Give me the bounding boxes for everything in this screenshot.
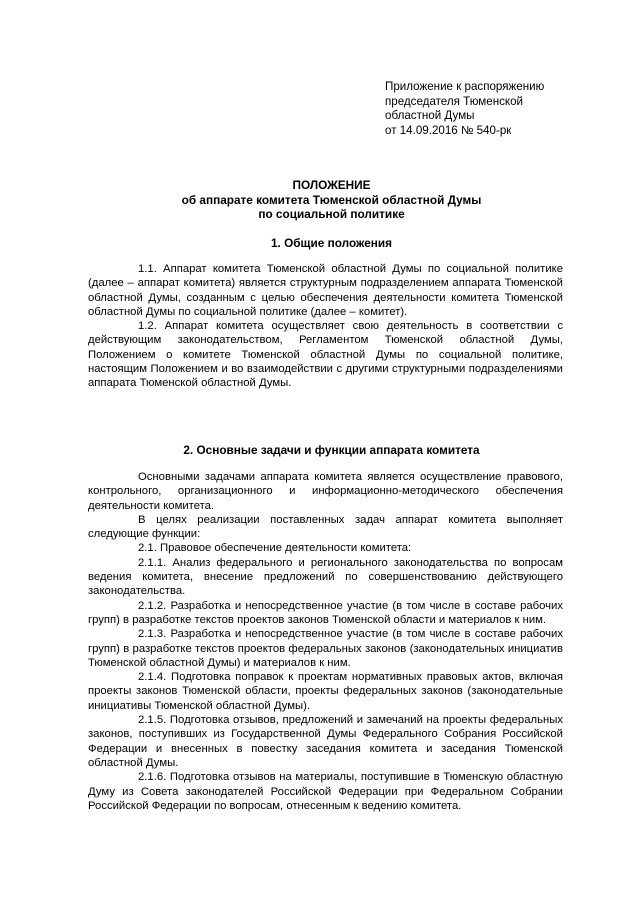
section-2-heading: 2. Основные задачи и функции аппарата комитета xyxy=(183,443,480,457)
paragraph: 2.1.1. Анализ федерального и регионального законодательства по вопросам ведения комитета, внесение предложений по совершенствованию действующего законодательства. xyxy=(88,556,563,598)
paragraph: 2.1.3. Разработка и непосредственное участие (в том числе в составе рабочих групп) в разработке текстов проектов федеральных законов (законодательных инициатив Тюменской областной Думы) и материалов к ним. xyxy=(88,628,563,669)
document-title xyxy=(80,178,583,222)
paragraph: 2.1. Правовое обеспечение деятельности комитета: xyxy=(138,542,412,555)
paragraph: Основными задачами аппарата комитета является осуществление правового, контрольного, организационного и информационно-методического обеспечения деятельности комитета. xyxy=(88,471,563,512)
paragraph: В целях реализации поставленных задач аппарат комитета выполняет следующие функции: xyxy=(88,513,563,541)
paragraph: 1.2. Аппарат комитета осуществляет свою деятельность в соответствии с действующим законодательством, Регламентом Тюменской областной Думы, Положением о комитете Тюменской областной Думы по социальной политике, настоящим Положением и во взаимодействии с другими структурными подразделениями аппарата Тюменской областной Думы. xyxy=(88,320,563,390)
title-line: по социальной политике xyxy=(258,207,405,222)
paragraph: 1.1. Аппарат комитета Тюменской областной Думы по социальной политике (далее – аппарат комитета) является структурным подразделением аппарата Тюменской областной Думы, созданным с целью обеспечения деятельности комитета Тюменской областной Думы по социальной политике (далее – комитет). xyxy=(88,263,563,318)
paragraph: 2.1.6. Подготовка отзывов на материалы, поступившие в Тюменскую областную Думу из Совета законодателей Российской Федерации при Федеральном Собрании Российской Федерации по вопросам, отнесенным к ведению комитета. xyxy=(88,771,563,812)
title-line: ПОЛОЖЕНИЕ xyxy=(292,178,371,192)
paragraph: 2.1.4. Подготовка поправок к проектам нормативных правовых актов, включая проекты законов Тюменской области, проекты федеральных законов (законодательные инициативы Тюменской областной Думы). xyxy=(88,671,563,712)
section-1-heading: 1. Общие положения xyxy=(270,236,393,250)
appendix-date-number: от 14.09.2016 № 540-рк xyxy=(385,124,512,138)
appendix-line: Приложение к распоряжению xyxy=(385,80,545,93)
paragraph: 2.1.5. Подготовка отзывов, предложений и замечаний на проекты федеральных законов, поступивших из Государственной Думы Федерального Собрания Российской Федерации и внесенных в повестку заседания комитета и заседания Тюменской областной Думы. xyxy=(88,714,563,769)
section-2-body xyxy=(88,470,563,813)
appendix-line: председателя Тюменской xyxy=(385,94,524,108)
section-1-body xyxy=(88,262,563,391)
appendix-note xyxy=(385,80,615,139)
appendix-line: областной Думы xyxy=(385,109,475,123)
paragraph: 2.1.2. Разработка и непосредственное участие (в том числе в составе рабочих групп) в разработке текстов проектов законов Тюменской области и материалов к ним. xyxy=(88,599,563,626)
title-line: об аппарате комитета Тюменской областной Думы xyxy=(181,192,482,207)
